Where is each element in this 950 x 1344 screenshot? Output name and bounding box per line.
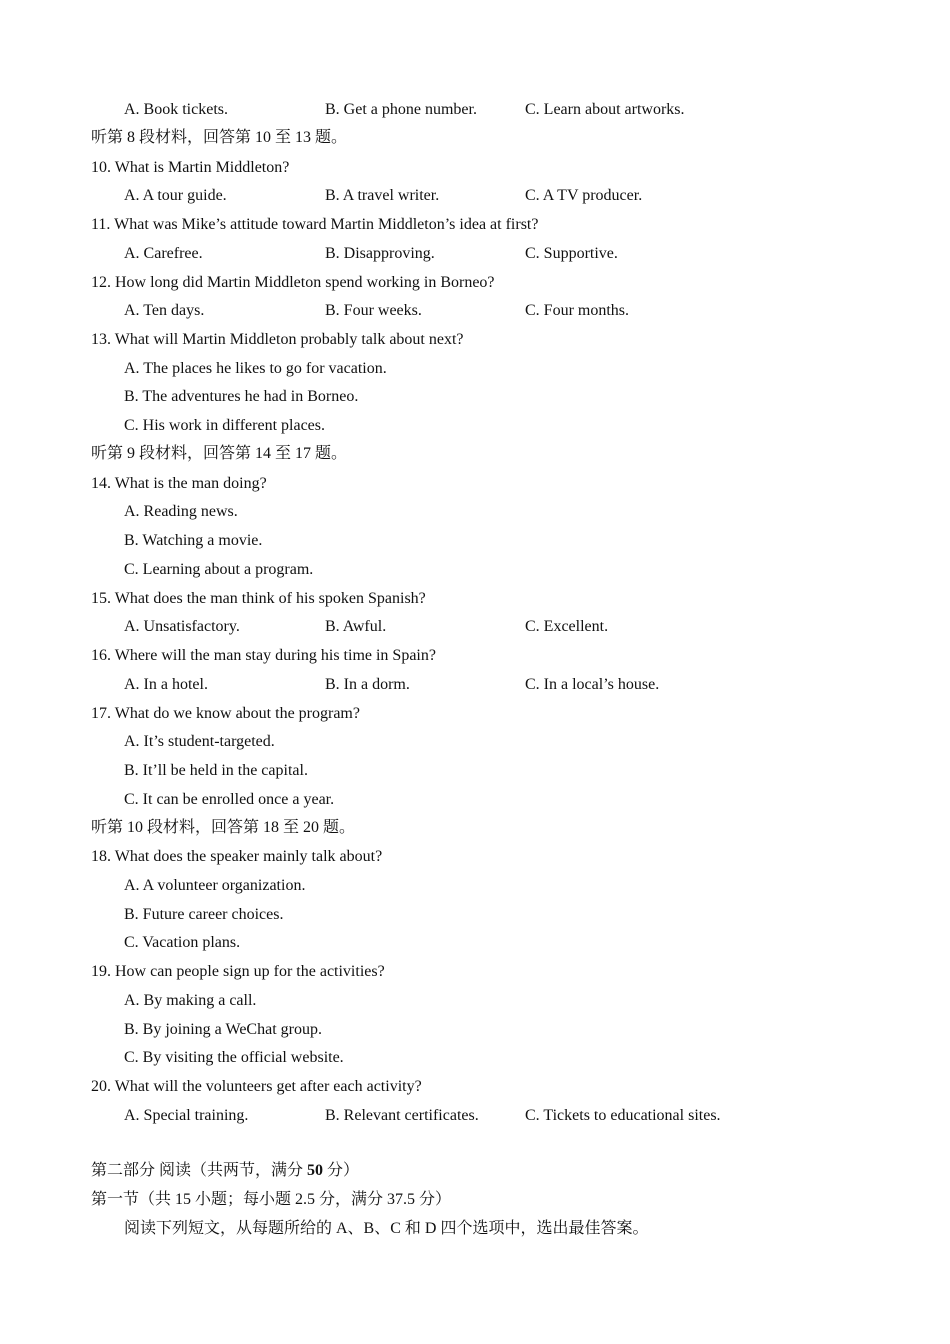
option-b: B. It’ll be held in the capital. — [124, 762, 308, 779]
option-b: B. Relevant certificates. — [325, 1107, 479, 1124]
section-text: 听第 9 段材料，回答第 14 至 17 题。 — [91, 445, 348, 462]
option-row — [0, 873, 950, 899]
option-a: A. A tour guide. — [124, 187, 227, 204]
option-b: B. Disapproving. — [325, 245, 435, 262]
option-c: C. His work in different places. — [124, 417, 325, 434]
option-c: C. Four months. — [525, 302, 630, 319]
option-a: A. In a hotel. — [124, 676, 208, 693]
option-a: A. Ten days. — [124, 302, 205, 319]
option-c: C. Learn about artworks. — [525, 101, 685, 118]
option-a: A. Special training. — [124, 1107, 249, 1124]
question-text: 10. What is Martin Middleton? — [91, 159, 290, 176]
question-row — [0, 212, 950, 238]
question-text: 16. Where will the man stay during his time in Spain? — [91, 647, 436, 664]
option-row — [0, 930, 950, 956]
question-text: 19. How can people sign up for the activities? — [91, 963, 385, 980]
option-a: A. The places he likes to go for vacation. — [124, 360, 387, 377]
part-subheading — [0, 1187, 950, 1213]
option-b: B. Future career choices. — [124, 906, 284, 923]
part-heading — [0, 1158, 950, 1184]
question-row — [0, 959, 950, 985]
option-a: A. By making a call. — [124, 992, 257, 1009]
option-c: C. Tickets to educational sites. — [525, 1107, 721, 1124]
option-row — [0, 1017, 950, 1043]
question-text: 11. What was Mike’s attitude toward Martin Middleton’s idea at first? — [91, 216, 539, 233]
subheading-text: 第一节（共 15 小题；每小题 2.5 分，满分 37.5 分） — [91, 1191, 452, 1208]
option-a: A. It’s student-targeted. — [124, 733, 275, 750]
part-heading-text — [91, 1158, 359, 1184]
question-text: 12. How long did Martin Middleton spend working in Borneo? — [91, 274, 495, 291]
section-instruction — [0, 125, 950, 151]
option-b: B. A travel writer. — [325, 187, 440, 204]
section-text: 听第 8 段材料，回答第 10 至 13 题。 — [91, 129, 348, 146]
section-text: 听第 10 段材料，回答第 18 至 20 题。 — [91, 819, 356, 836]
part-heading-suffix: 分） — [323, 1162, 360, 1179]
option-a: A. Reading news. — [124, 503, 238, 520]
option-c: C. Excellent. — [525, 618, 609, 635]
option-row — [0, 729, 950, 755]
option-row — [0, 384, 950, 410]
question-row — [0, 586, 950, 612]
section-instruction — [0, 815, 950, 841]
option-row — [0, 672, 950, 698]
question-row — [0, 643, 950, 669]
option-b: B. Get a phone number. — [325, 101, 477, 118]
option-row — [0, 499, 950, 525]
option-row — [0, 356, 950, 382]
question-text: 17. What do we know about the program? — [91, 705, 360, 722]
option-row — [0, 241, 950, 267]
question-row — [0, 327, 950, 353]
option-b: B. By joining a WeChat group. — [124, 1021, 322, 1038]
option-row — [0, 614, 950, 640]
option-a: A. A volunteer organization. — [124, 877, 306, 894]
option-a: A. Unsatisfactory. — [124, 618, 240, 635]
section-instruction — [0, 441, 950, 467]
question-text: 14. What is the man doing? — [91, 475, 267, 492]
option-c: C. Supportive. — [525, 245, 618, 262]
question-text: 15. What does the man think of his spoken Spanish? — [91, 590, 426, 607]
option-row — [0, 183, 950, 209]
option-b: B. Watching a movie. — [124, 532, 263, 549]
question-row — [0, 844, 950, 870]
question-text: 13. What will Martin Middleton probably talk about next? — [91, 331, 464, 348]
option-a: A. Book tickets. — [124, 101, 228, 118]
instruction-text: 阅读下列短文，从每题所给的 A、B、C 和 D 四个选项中，选出最佳答案。 — [124, 1220, 649, 1237]
question-row — [0, 270, 950, 296]
option-row — [0, 413, 950, 439]
option-c: C. In a local’s house. — [525, 676, 660, 693]
option-row — [0, 988, 950, 1014]
option-row — [0, 97, 950, 123]
part-heading-prefix: 第二部分 阅读（共两节，满分 — [91, 1162, 308, 1179]
option-row — [0, 758, 950, 784]
option-c: C. Learning about a program. — [124, 561, 314, 578]
option-c: C. It can be enrolled once a year. — [124, 791, 335, 808]
option-row — [0, 902, 950, 928]
question-row — [0, 1074, 950, 1100]
question-text: 20. What will the volunteers get after each activity? — [91, 1078, 422, 1095]
part-instruction — [0, 1216, 950, 1242]
option-row — [0, 787, 950, 813]
question-row — [0, 155, 950, 181]
question-text: 18. What does the speaker mainly talk about? — [91, 848, 383, 865]
question-row — [0, 701, 950, 727]
option-b: B. In a dorm. — [325, 676, 410, 693]
option-row — [0, 1045, 950, 1071]
option-row — [0, 298, 950, 324]
option-row — [0, 528, 950, 554]
option-c: C. By visiting the official website. — [124, 1049, 344, 1066]
option-a: A. Carefree. — [124, 245, 203, 262]
option-b: B. The adventures he had in Borneo. — [124, 388, 359, 405]
option-c: C. Vacation plans. — [124, 934, 241, 951]
option-row — [0, 557, 950, 583]
option-b: B. Four weeks. — [325, 302, 422, 319]
option-row — [0, 1103, 950, 1129]
option-c: C. A TV producer. — [525, 187, 643, 204]
question-row — [0, 471, 950, 497]
option-b: B. Awful. — [325, 618, 387, 635]
part-heading-score: 50 — [307, 1162, 324, 1179]
